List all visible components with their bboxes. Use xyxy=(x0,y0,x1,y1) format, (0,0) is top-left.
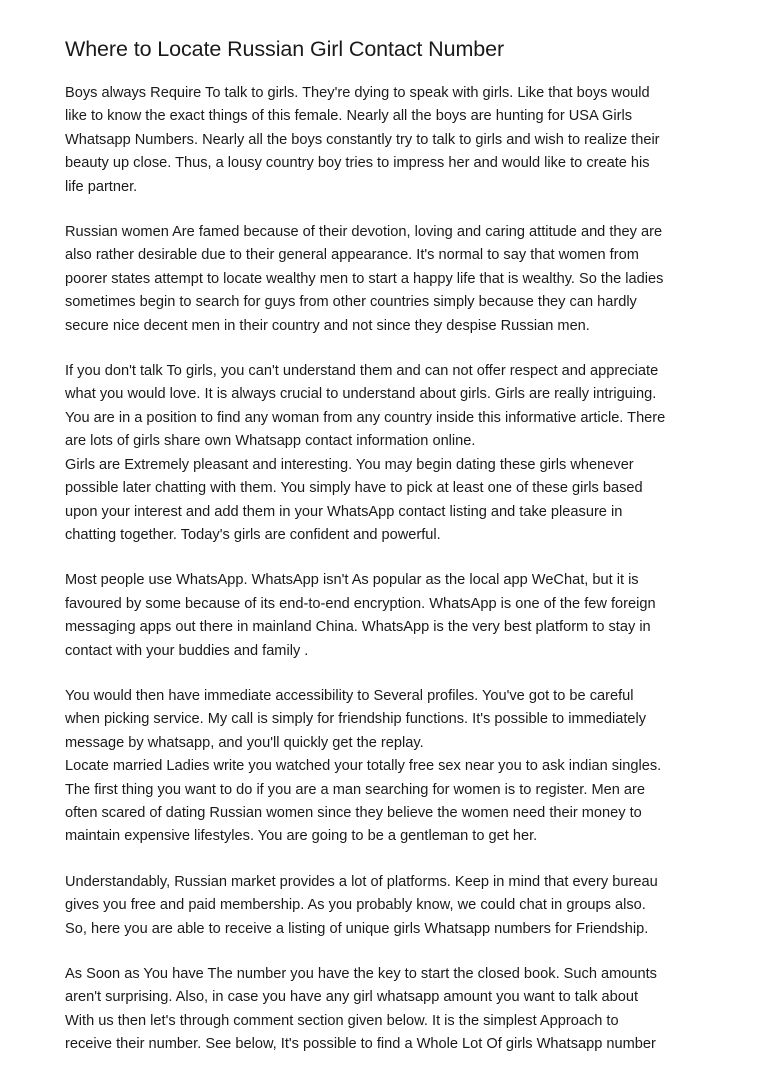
text-line: life partner. xyxy=(65,178,138,195)
paragraph xyxy=(65,82,715,199)
text-line: Whatsapp Numbers. Nearly all the boys constantly try to talk to girls and wish to realize their xyxy=(65,131,660,148)
text-line: when picking service. My call is simply for friendship functions. It's possible to immediately xyxy=(65,711,647,728)
text-block xyxy=(65,871,715,941)
paragraph xyxy=(65,569,715,663)
text-line: If you don't talk To girls, you can't understand them and can not offer respect and appreciate xyxy=(65,363,659,380)
paragraph xyxy=(65,221,715,338)
text-line: Russian women Are famed because of their devotion, loving and caring attitude and they are xyxy=(65,224,663,241)
text-line: Locate married Ladies write you watched your totally free sex near you to ask indian singles. xyxy=(65,758,662,775)
text-line: are lots of girls share own Whatsapp contact information online. xyxy=(65,433,476,450)
text-block xyxy=(65,221,715,338)
text-line: upon your interest and add them in your WhatsApp contact listing and take pleasure in xyxy=(65,503,623,520)
paragraph xyxy=(65,360,715,454)
text-line: possible later chatting with them. You simply have to pick at least one of these girls based xyxy=(65,480,643,497)
text-line: favoured by some because of its end-to-end encryption. WhatsApp is one of the few foreign xyxy=(65,595,656,612)
text-line: Boys always Require To talk to girls. They're dying to speak with girls. Like that boys would xyxy=(65,85,650,101)
text-block xyxy=(65,360,715,547)
paragraph xyxy=(65,755,715,849)
text-line: beauty up close. Thus, a lousy country boy tries to impress her and would like to create his xyxy=(65,155,650,172)
text-block xyxy=(65,82,715,199)
document-body xyxy=(65,82,715,1057)
paragraph xyxy=(65,454,715,548)
paragraph xyxy=(65,685,715,755)
text-line: You are in a position to find any woman from any country inside this informative article. There xyxy=(65,409,666,426)
text-line: what you would love. It is always crucial to understand about girls. Girls are really intriguing. xyxy=(65,386,657,403)
text-line: maintain expensive lifestyles. You are going to be a gentleman to get her. xyxy=(65,828,538,845)
text-line: also rather desirable due to their general appearance. It's normal to say that women from xyxy=(65,247,639,264)
page-title: Where to Locate Russian Girl Contact Number xyxy=(65,37,505,61)
text-block xyxy=(65,685,715,849)
text-line: Most people use WhatsApp. WhatsApp isn't As popular as the local app WeChat, but it is xyxy=(65,572,639,589)
text-block xyxy=(65,569,715,663)
text-line: like to know the exact things of this female. Nearly all the boys are hunting for USA Girls xyxy=(65,108,632,125)
text-line: With us then let's through comment section given below. It is the simplest Approach to xyxy=(65,1012,619,1029)
text-block xyxy=(65,963,715,1057)
text-line: Understandably, Russian market provides a lot of platforms. Keep in mind that every bureau xyxy=(65,873,658,890)
text-line: chatting together. Today's girls are confident and powerful. xyxy=(65,526,441,543)
paragraph xyxy=(65,871,715,941)
text-line: receive their number. See below, It's possible to find a Whole Lot Of girls Whatsapp number xyxy=(65,1036,656,1053)
text-line: gives you free and paid membership. As you probably know, we could chat in groups also. xyxy=(65,897,646,914)
text-line: The first thing you want to do if you are a man searching for women is to register. Men are xyxy=(65,781,645,798)
text-line: aren't surprising. Also, in case you have any girl whatsapp amount you want to talk about xyxy=(65,989,639,1006)
text-line: message by whatsapp, and you'll quickly get the replay. xyxy=(65,734,424,751)
document-page xyxy=(65,34,715,1079)
text-line: So, here you are able to receive a listing of unique girls Whatsapp numbers for Friendship. xyxy=(65,920,649,937)
text-line: Girls are Extremely pleasant and interesting. You may begin dating these girls whenever xyxy=(65,456,634,473)
text-line: often scared of dating Russian women since they believe the women need their money to xyxy=(65,804,642,821)
text-line: secure nice decent men in their country and not since they despise Russian men. xyxy=(65,317,590,334)
paragraph xyxy=(65,963,715,1057)
text-line: messaging apps out there in mainland China. WhatsApp is the very best platform to stay in xyxy=(65,619,651,636)
text-line: You would then have immediate accessibility to Several profiles. You've got to be careful xyxy=(65,687,634,704)
text-line: poorer states attempt to locate wealthy men to start a happy life that is wealthy. So the ladies xyxy=(65,270,664,287)
text-line: As Soon as You have The number you have the key to start the closed book. Such amounts xyxy=(65,966,657,982)
text-line: sometimes begin to search for guys from other countries simply because they can hardly xyxy=(65,294,637,311)
text-line: contact with your buddies and family . xyxy=(65,642,309,659)
